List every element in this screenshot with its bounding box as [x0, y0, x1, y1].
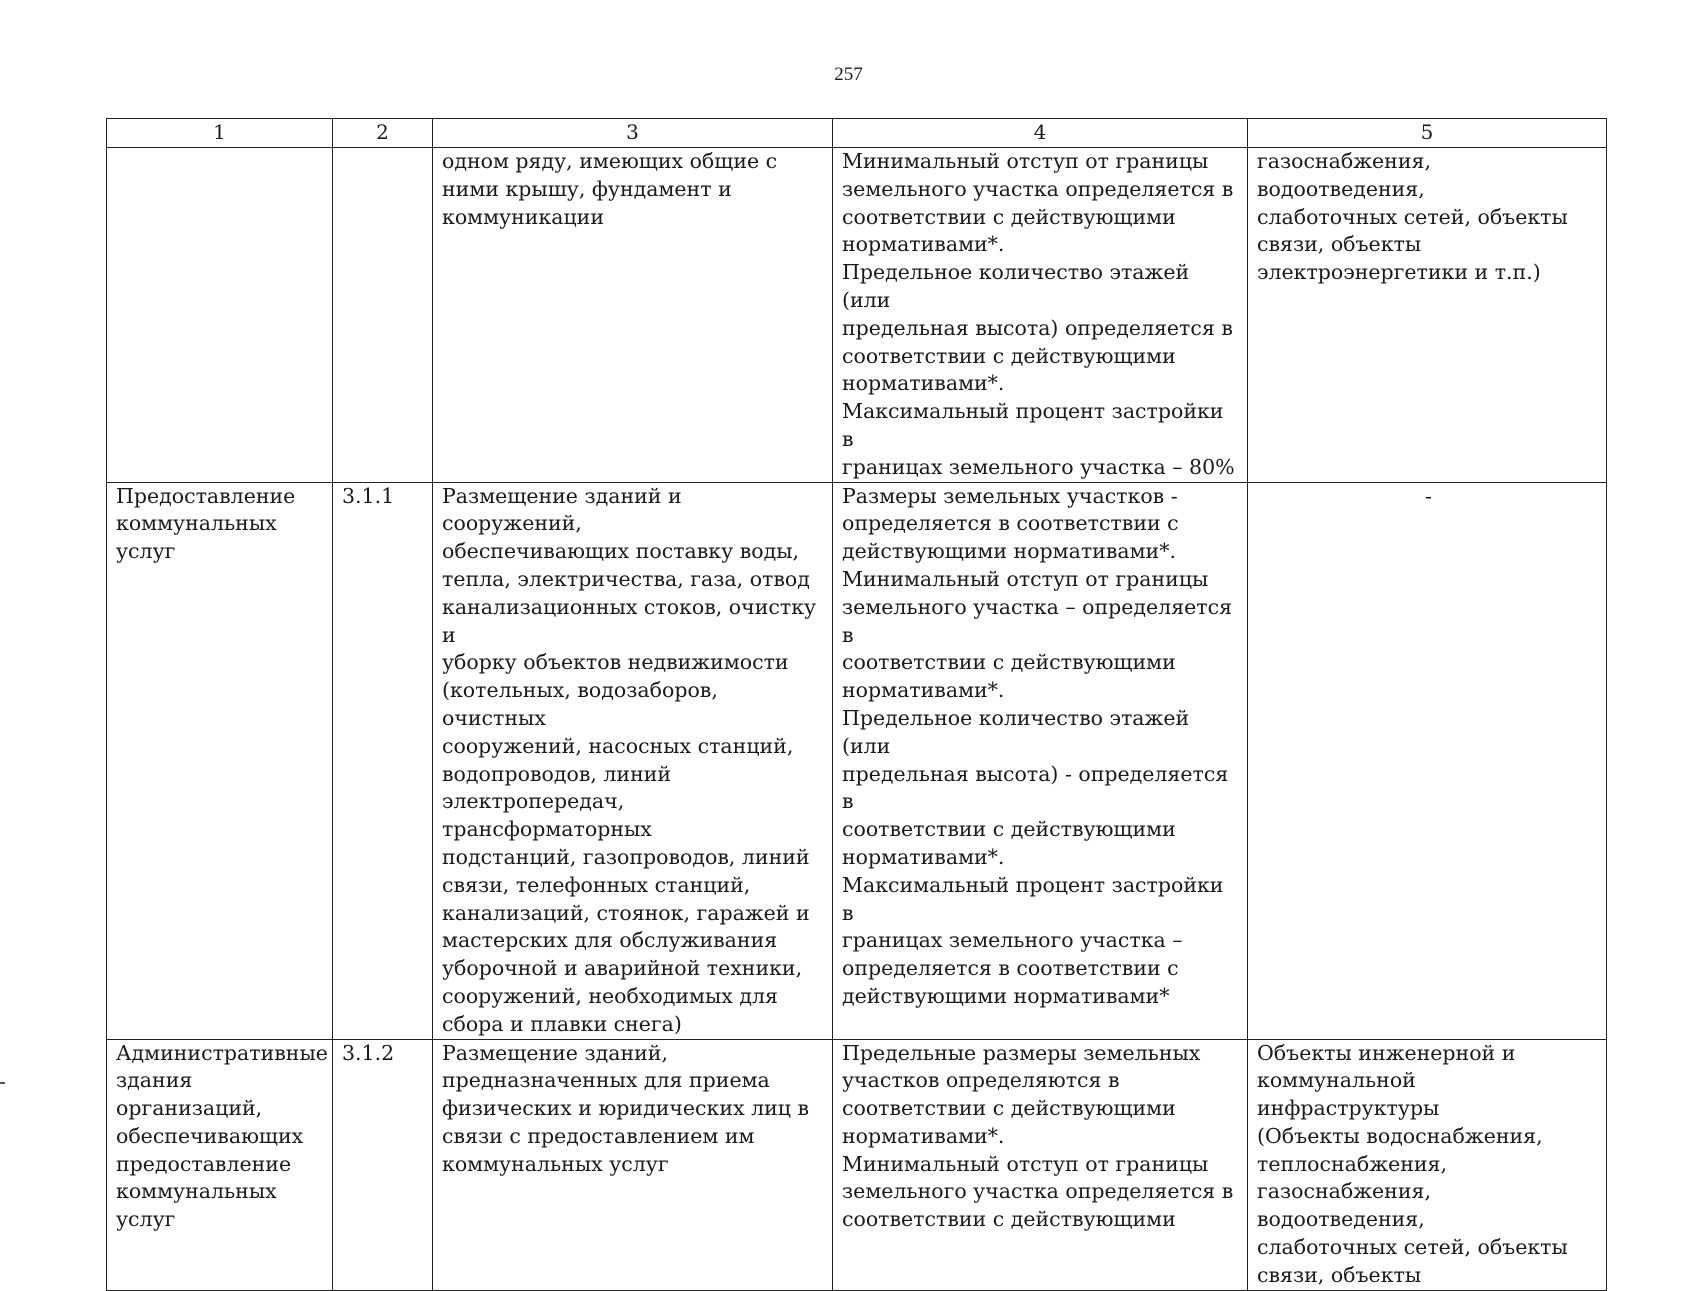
header-col-1: 1: [107, 119, 333, 148]
table-row: [107, 1039, 1607, 1290]
cell-text: Минимальный отступ от границы земельного участка определяется в соответствии с действующими нормативами*. Предельное количество этажей (или предельная высота) определяется в соответствии с действующими нормативами*. Максимальный процент застройки в границах земельного участка – 80%: [842, 149, 1235, 479]
table-header: [107, 119, 1607, 148]
cell-parameters: [833, 1039, 1248, 1290]
page-number: 257: [834, 64, 863, 85]
cell-text: Административные здания организаций, обеспечивающих предоставление коммунальных услуг: [116, 1040, 328, 1232]
table-row: [107, 148, 1607, 483]
cell-use-type: [107, 482, 333, 1039]
cell-text: Размещение зданий и сооружений, обеспечивающих поставку воды, тепла, электричества, газа, отвод канализационных стоков, очистку и уборку объектов недвижимости (котельных, водозаборов, очистных сооружений, насосных станций, водопроводов, линий электропередач, трансформаторных подстанций, газопроводов, линий связи, телефонных станций, канализаций, стоянок, гаражей и мастерских для обслуживания уборочной и аварийной техники, сооружений, необходимых для сбора и плавки снега): [442, 483, 817, 1036]
cell-code: [333, 482, 433, 1039]
cell-text: Размеры земельных участков - определяется в соответствии с действующими нормативами*. Минимальный отступ от границы земельного участка – определяется в соответствии с действующими нормативами*. Предельное количество этажей (или предельная высота) - определяется в соответствии с действующими нормативами*. Максимальный процент застройки в границах земельного участка – определяется в соответствии с действующими нормативами*: [842, 483, 1233, 1008]
cell-parameters: [833, 148, 1248, 483]
scan-edge-mark: [0, 1082, 5, 1084]
cell-code: [333, 1039, 433, 1290]
header-row: [107, 119, 1607, 148]
header-col-4: 4: [833, 119, 1248, 148]
header-col-2: 2: [333, 119, 433, 148]
cell-text: Объекты инженерной и коммунальной инфраструктуры (Объекты водоснабжения, теплоснабжения, газоснабжения, водоотведения, слаботочных сетей, объекты связи, объекты: [1257, 1040, 1568, 1287]
cell-description: [433, 148, 833, 483]
cell-text: Размещение зданий, предназначенных для приема физических и юридических лиц в связи с предоставлением им коммунальных услуг: [442, 1040, 810, 1176]
table-row: [107, 482, 1607, 1039]
cell-auxiliary-uses: [1248, 482, 1607, 1039]
cell-auxiliary-uses: [1248, 1039, 1607, 1290]
land-use-table: [106, 118, 1607, 1291]
cell-text: 3.1.2: [342, 1040, 395, 1065]
cell-text: 3.1.1: [342, 483, 395, 508]
cell-text: газоснабжения, водоотведения, слаботочных сетей, объекты связи, объекты электроэнергетики и т.п.): [1257, 149, 1568, 285]
table-body: [107, 148, 1607, 1291]
cell-text: Предоставление коммунальных услуг: [116, 483, 296, 564]
cell-text: Предельные размеры земельных участков определяются в соответствии с действующими нормативами*. Минимальный отступ от границы земельного участка определяется в соответствии с действующими: [842, 1040, 1234, 1232]
cell-text: -: [1425, 483, 1432, 508]
cell-text: одном ряду, имеющих общие с ними крышу, фундамент и коммуникации: [442, 149, 778, 229]
cell-auxiliary-uses: [1248, 148, 1607, 483]
cell-code: [333, 148, 433, 483]
header-col-3: 3: [433, 119, 833, 148]
cell-use-type: [107, 148, 333, 483]
cell-parameters: [833, 482, 1248, 1039]
cell-description: [433, 482, 833, 1039]
cell-description: [433, 1039, 833, 1290]
header-col-5: 5: [1248, 119, 1607, 148]
cell-use-type: [107, 1039, 333, 1290]
